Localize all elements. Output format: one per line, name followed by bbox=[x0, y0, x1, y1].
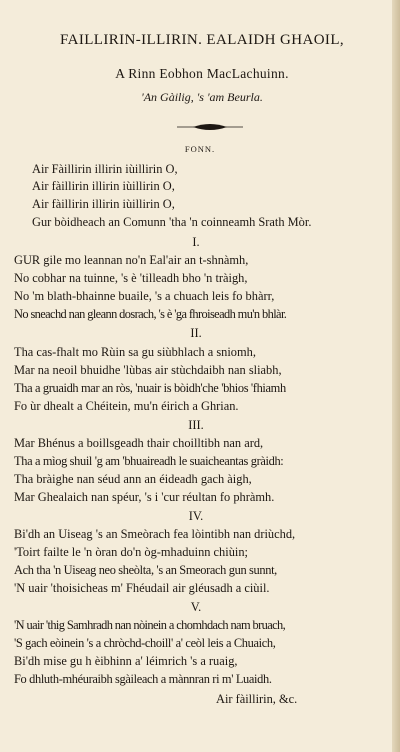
chorus-line: Air fàillirin illirin iùillirin O, bbox=[32, 197, 175, 211]
ornament-divider bbox=[175, 122, 245, 132]
verse-line: No cobhar na tuinne, 's è 'tilleadh bho 'n tràigh, bbox=[14, 271, 248, 285]
chorus-reference: Air fàillirin, &c. bbox=[216, 692, 298, 706]
verse-numeral: II. bbox=[190, 326, 202, 340]
author-line: A Rinn Eobhon MacLachuinn. bbox=[115, 66, 289, 81]
verse-line: No 'm blath-bhainne buaile, 's a chuach leis fo bhàrr, bbox=[14, 289, 275, 303]
verse-line: Tha a mìog shuil 'g am 'bhuaireadh le suaicheantas gràidh: bbox=[14, 454, 284, 468]
verse-line: 'N uair 'thig Samhradh nan nòinein a chomhdach nam bruach, bbox=[14, 618, 286, 632]
chorus-line: Air Fàillirin illirin iùillirin O, bbox=[32, 162, 178, 176]
verse-line: 'S gach eòinein 's a chròchd-choill' a' ceòl leis a Chuaich, bbox=[14, 636, 276, 650]
verse-numeral: V. bbox=[190, 600, 202, 614]
verse-numeral: III. bbox=[188, 418, 204, 432]
page-edge bbox=[392, 0, 400, 752]
verse-line: 'Toirt failte le 'n òran do'n òg-mhaduinn chiùin; bbox=[14, 545, 248, 559]
verse-line: Tha cas-fhalt mo Rùin sa gu siùbhlach a sniomh, bbox=[14, 345, 256, 359]
verse-line: Bi'dh mise gu h èibhinn a' léimrich 's a ruaig, bbox=[14, 654, 238, 668]
verse-line: Bi'dh an Uiseag 's an Smeòrach fea lòintibh nan driùchd, bbox=[14, 527, 296, 541]
verse-numeral: IV. bbox=[188, 509, 204, 523]
verse-line: 'N uair 'thoisicheas m' Fhéudail air gléusadh a ciùil. bbox=[14, 581, 270, 595]
verse-line: No sneachd nan gleann dosrach, 's è 'ga fhroiseadh mu'n bhlàr. bbox=[14, 307, 287, 321]
song-title: FAILLIRIN-ILLIRIN. EALAIDH GHAOIL, bbox=[59, 32, 345, 48]
verse-numeral: I. bbox=[192, 235, 200, 249]
chorus-label: FONN. bbox=[184, 144, 216, 154]
verse-line: Fo ùr dhealt a Chéitein, mu'n éirich a Ghrian. bbox=[14, 399, 239, 413]
verse-line: Tha a gruaidh mar an ròs, 'nuair is bòidh'che 'bhios 'fhiamh bbox=[14, 381, 286, 395]
verse-line: Ach tha 'n Uiseag neo sheòlta, 's an Smeorach gun sunnt, bbox=[14, 563, 277, 577]
verse-line: GUR gile mo leannan no'n Eal'air an t-shnàmh, bbox=[14, 253, 249, 267]
verse-line: Mar Ghealaich nan spéur, 's i 'cur réultan fo phràmh. bbox=[14, 490, 275, 504]
verse-line: Mar Bhénus a boillsgeadh thair choilltibh nan ard, bbox=[14, 436, 264, 450]
language-note: 'An Gàilig, 's 'am Beurla. bbox=[141, 90, 263, 104]
chorus-line: Gur bòidheach an Comunn 'tha 'n coinneamh Srath Mòr. bbox=[32, 215, 312, 229]
verse-line: Tha bràighe nan séud ann an éideadh gach àigh, bbox=[14, 472, 252, 486]
chorus-line: Air fàillirin illirin iùillirin O, bbox=[32, 179, 175, 193]
verse-line: Mar na neoil bhuidhe 'lùbas air stùchdaibh nan sliabh, bbox=[14, 363, 282, 377]
verse-line: Fo dhluth-mhéuraibh sgàileach a mànnran ri m' Luaidh. bbox=[14, 672, 272, 686]
